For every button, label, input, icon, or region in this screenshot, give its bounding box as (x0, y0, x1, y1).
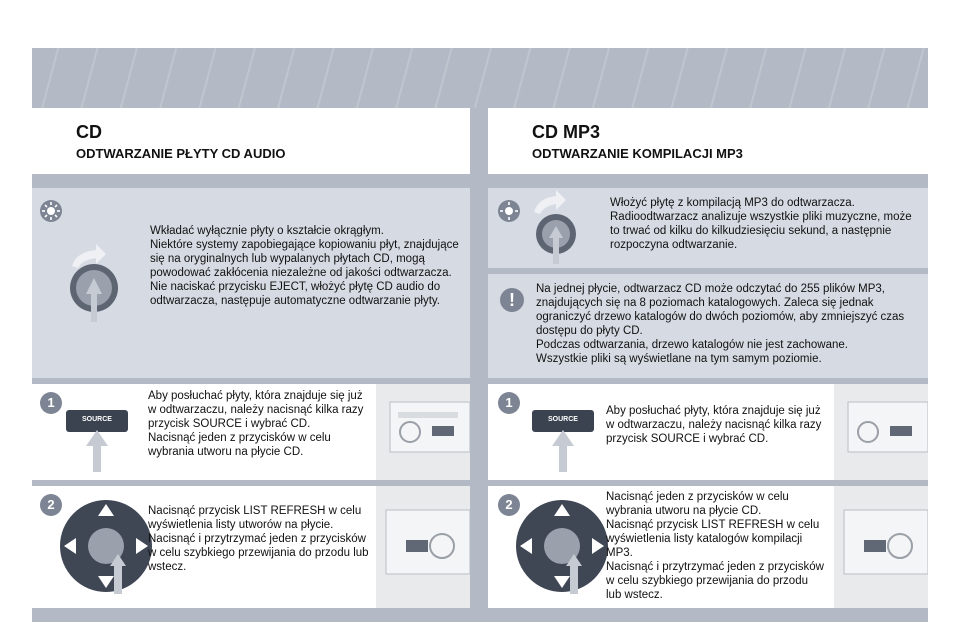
source-button-illustration (62, 392, 142, 472)
right-intro-text: Włożyć płytę z kompilacją MP3 do odtwarzacza. Radioodtwarzacz analizuje wszystkie pliki muzyczne, może to trwać od kilku do kilkudziesięciu sekund, a następnie rozpoczyna odtwarzanie. (610, 197, 912, 251)
step-number-badge: 1 (498, 392, 520, 414)
source-button-label: SOURCE (548, 416, 578, 423)
right-title: CD MP3 (532, 122, 601, 142)
right-step1-text: Aby posłuchać płyty, która znajduje się już w odtwarzaczu, należy nacisnąć kilka razy przycisk SOURCE i wybrać CD. (606, 405, 822, 445)
right-warning-panel (488, 274, 928, 378)
step-number-badge: 2 (40, 494, 62, 516)
warning-icon: ! (500, 288, 524, 312)
left-step2-text: Nacisnąć przycisk LIST REFRESH w celu wyświetlenia listy utworów na płycie. Nacisnąć i przytrzymać jeden z przycisków w celu szybkiego przewijania do przodu lub wstecz. (148, 505, 369, 573)
navigation-wheel-icon (56, 496, 156, 596)
right-step2-panel (488, 486, 928, 608)
list-refresh-illustration (834, 486, 928, 608)
page-background (32, 48, 928, 622)
right-intro-panel (488, 188, 928, 268)
left-step2-panel (32, 486, 470, 608)
left-intro-text: Wkładać wyłącznie płyty o kształcie okrągłym. Niektóre systemy zapobiegające kopiowaniu płyt, znajdujące się na oryginalnych lub wypalanych płytach CD, mogą powodować zakłócenia niezależne od jakości odtwarzacza. Nie naciskać przycisku EJECT, włożyć płytę CD audio do odtwarzacza, następuje automatyczne odtwarzanie płyty. (150, 225, 459, 307)
eject-knob-icon (526, 188, 586, 266)
right-step1-panel (488, 384, 928, 480)
right-subtitle: ODTWARZANIE KOMPILACJI MP3 (532, 146, 743, 161)
radio-illustration (376, 384, 470, 480)
left-step1-text: Aby posłuchać płyty, która znajduje się już w odtwarzaczu, należy nacisnąć kilka razy przycisk SOURCE i wybrać CD. Nacisnąć jeden z przycisków w celu wybrania utworu na płycie CD. (148, 390, 364, 458)
eject-knob-icon (62, 238, 126, 328)
left-step1-panel (32, 384, 470, 480)
navigation-wheel-icon (512, 496, 612, 596)
left-subtitle: ODTWARZANIE PŁYTY CD AUDIO (76, 146, 286, 161)
left-title: CD (76, 122, 102, 142)
sun-icon (498, 200, 520, 222)
step-number-badge: 2 (498, 494, 520, 516)
source-button-illustration (528, 392, 608, 472)
radio-illustration (834, 384, 928, 480)
left-header (32, 108, 470, 174)
right-header (488, 108, 928, 174)
list-refresh-illustration (376, 486, 470, 608)
right-warning-text: Na jednej płycie, odtwarzacz CD może odczytać do 255 plików MP3, znajdujących się na 8 poziomach katalogowych. Zaleca się jednak ograniczyć drzewo katalogów do dwóch poziomów, aby zmniejszyć czas dostępu do płyty CD. Podczas odtwarzania, drzewo katalogów nie jest zachowane. Wszystkie pliki są wyświetlane na tym samym poziomie. (536, 283, 905, 365)
right-step2-text: Nacisnąć jeden z przycisków w celu wybrania utworu na płycie CD. Nacisnąć przycisk LIST REFRESH w celu wyświetlenia listy katalogów kompilacji MP3. Nacisnąć i przytrzymać jeden z przycisków w celu szybkiego przewijania do przodu lub wstecz. (606, 491, 824, 601)
source-button-label: SOURCE (82, 416, 112, 423)
left-intro-panel (32, 188, 470, 378)
sun-icon (40, 200, 62, 222)
decorative-banner (32, 48, 928, 108)
step-number-badge: 1 (40, 392, 62, 414)
